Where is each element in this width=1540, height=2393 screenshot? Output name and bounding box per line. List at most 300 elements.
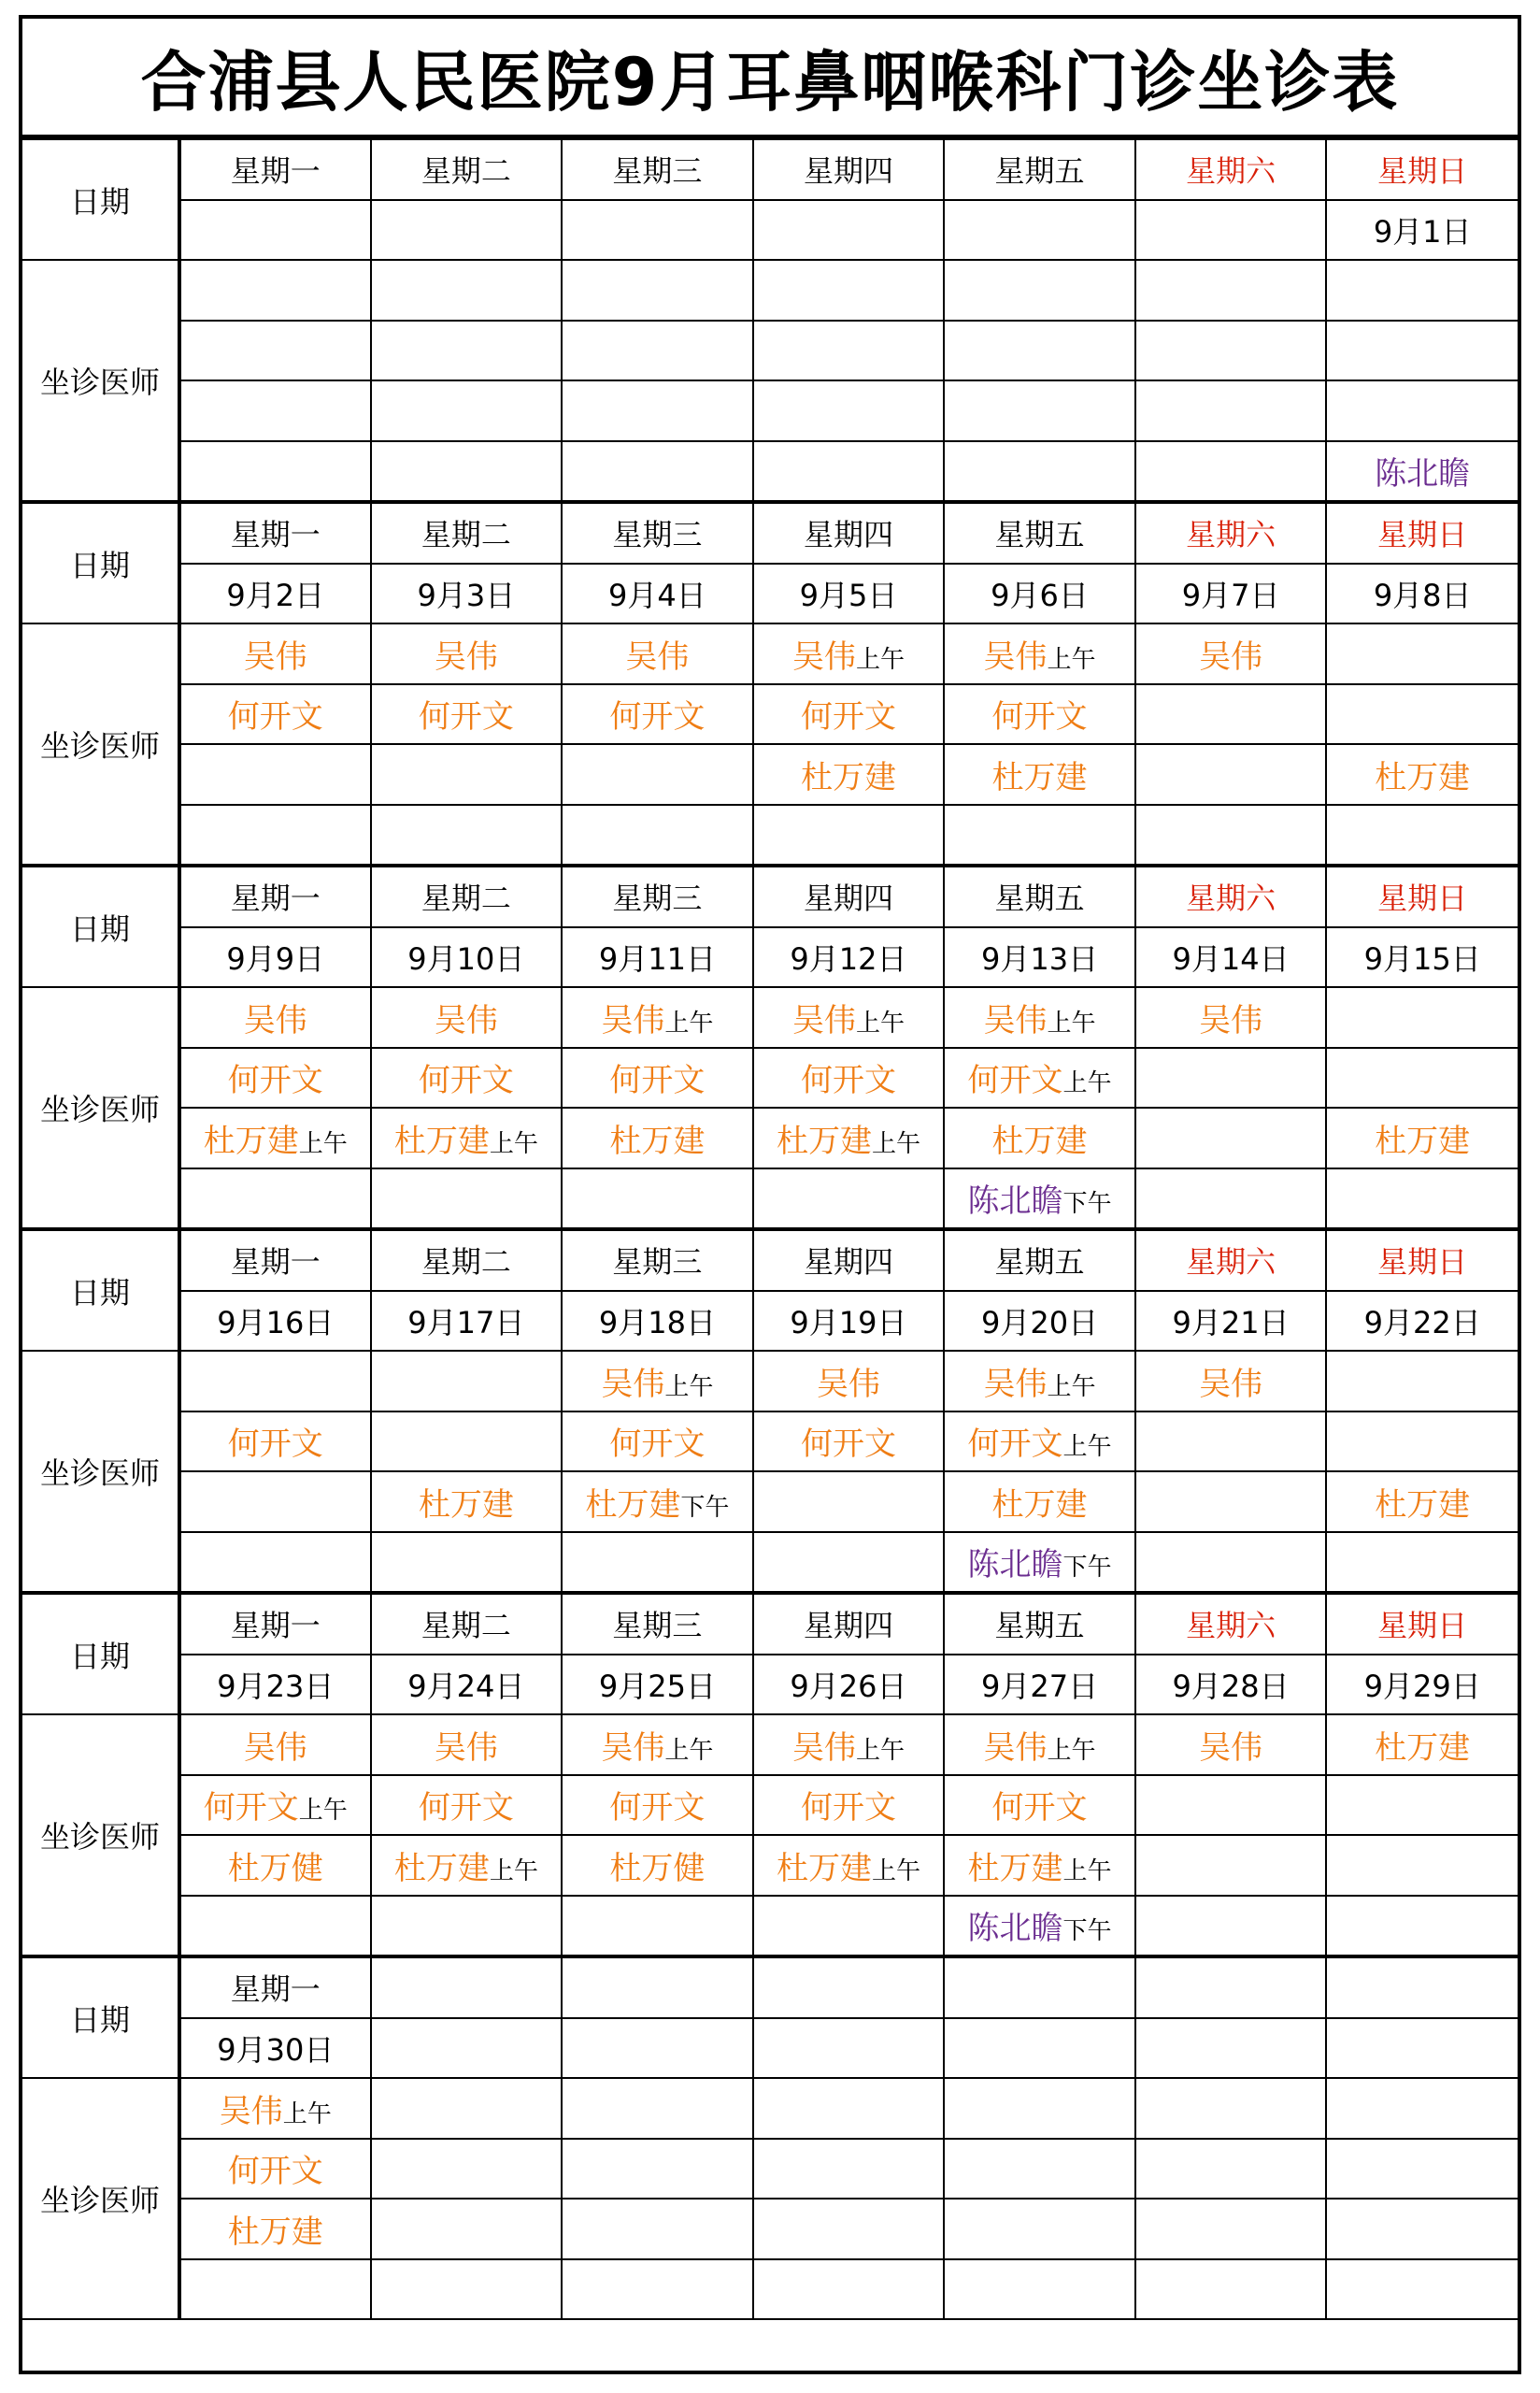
empty-cell xyxy=(179,744,371,805)
empty-cell xyxy=(371,1168,563,1230)
empty-cell xyxy=(371,2199,563,2259)
date-cell: 9月18日 xyxy=(562,1291,753,1352)
empty-cell xyxy=(1135,321,1327,381)
doctor-name: 杜万建 xyxy=(776,1849,872,1887)
doctor-name: 吴伟 xyxy=(601,1728,665,1767)
session-note: 上午 xyxy=(1047,1009,1096,1038)
doctor-cell xyxy=(179,684,371,745)
doctor-row xyxy=(22,684,1518,745)
schedule-table xyxy=(22,138,1518,2320)
empty-cell xyxy=(179,200,371,261)
doctor-row xyxy=(22,321,1518,381)
weekday-header: 星期日 xyxy=(1326,866,1518,927)
empty-cell xyxy=(371,805,563,867)
doctor-row xyxy=(22,805,1518,867)
session-note: 上午 xyxy=(1047,1736,1096,1765)
empty-cell xyxy=(1135,684,1327,745)
empty-cell xyxy=(1135,380,1327,441)
doctor-label: 坐诊医师 xyxy=(22,2078,179,2319)
doctor-name: 吴伟 xyxy=(601,1365,665,1403)
weekday-header: 星期三 xyxy=(562,1229,753,1291)
doctor-cell xyxy=(944,1048,1135,1109)
empty-cell xyxy=(1326,987,1518,1048)
doctor-name: 杜万建 xyxy=(393,1122,490,1160)
doctor-cell xyxy=(753,1351,945,1411)
empty-cell xyxy=(371,1956,563,2018)
date-label: 日期 xyxy=(22,502,179,623)
empty-cell xyxy=(753,260,945,321)
empty-cell xyxy=(179,380,371,441)
weekday-header: 星期六 xyxy=(1135,139,1327,200)
empty-cell xyxy=(1135,2259,1327,2320)
date-cell: 9月11日 xyxy=(562,927,753,988)
doctor-name: 陈北瞻 xyxy=(967,1546,1063,1584)
doctor-cell xyxy=(562,1108,753,1168)
date-cell: 9月2日 xyxy=(179,564,371,624)
doctor-row xyxy=(22,1532,1518,1594)
empty-cell xyxy=(1326,1532,1518,1594)
session-note: 上午 xyxy=(1062,1433,1112,1462)
doctor-cell xyxy=(1326,744,1518,805)
doctor-cell xyxy=(1326,441,1518,503)
doctor-cell xyxy=(1135,987,1327,1048)
empty-cell xyxy=(562,2078,753,2139)
date-cell: 9月12日 xyxy=(753,927,945,988)
doctor-name: 吴伟 xyxy=(243,638,307,676)
empty-cell xyxy=(1135,1775,1327,1836)
empty-cell xyxy=(371,2018,563,2079)
doctor-row xyxy=(22,623,1518,684)
weekday-header: 星期五 xyxy=(944,1229,1135,1291)
empty-cell xyxy=(371,2259,563,2320)
empty-cell xyxy=(371,744,563,805)
doctor-row xyxy=(22,1835,1518,1896)
date-cell: 9月7日 xyxy=(1135,564,1327,624)
doctor-name: 吴伟 xyxy=(601,1001,665,1039)
weekday-header: 星期一 xyxy=(179,866,371,927)
empty-cell xyxy=(1326,684,1518,745)
doctor-cell xyxy=(562,623,753,684)
doctor-cell xyxy=(753,1714,945,1775)
doctor-cell xyxy=(753,623,945,684)
doctor-name: 陈北瞻 xyxy=(967,1910,1063,1948)
empty-cell xyxy=(371,321,563,381)
session-note: 上午 xyxy=(1062,1069,1112,1098)
doctor-name: 杜万建 xyxy=(1375,1122,1471,1160)
empty-cell xyxy=(753,380,945,441)
doctor-name: 杜万建 xyxy=(609,1122,706,1160)
session-note: 上午 xyxy=(855,1736,905,1765)
weekday-header: 星期三 xyxy=(562,1593,753,1655)
doctor-name: 吴伟 xyxy=(983,1728,1048,1767)
doctor-cell xyxy=(753,1048,945,1109)
doctor-name: 杜万建 xyxy=(991,1485,1088,1524)
date-row xyxy=(22,1291,1518,1352)
weekday-header: 星期五 xyxy=(944,1593,1135,1655)
doctor-cell xyxy=(1135,623,1327,684)
weekday-header: 星期二 xyxy=(371,1593,563,1655)
session-note: 下午 xyxy=(680,1493,730,1522)
empty-cell xyxy=(944,2139,1135,2200)
empty-cell xyxy=(1135,1896,1327,1957)
doctor-row xyxy=(22,380,1518,441)
session-note: 上午 xyxy=(298,1797,348,1826)
empty-cell xyxy=(562,2199,753,2259)
weekday-header: 星期六 xyxy=(1135,1229,1327,1291)
doctor-name: 陈北瞻 xyxy=(1375,455,1471,494)
empty-cell xyxy=(1135,805,1327,867)
empty-cell xyxy=(371,1896,563,1957)
doctor-cell xyxy=(371,1835,563,1896)
weekday-header: 星期五 xyxy=(944,139,1135,200)
empty-cell xyxy=(1326,380,1518,441)
doctor-row xyxy=(22,1411,1518,1472)
empty-cell xyxy=(562,200,753,261)
date-cell: 9月20日 xyxy=(944,1291,1135,1352)
empty-cell xyxy=(562,1956,753,2018)
empty-cell xyxy=(371,1532,563,1594)
empty-cell xyxy=(1135,441,1327,503)
date-cell: 9月16日 xyxy=(179,1291,371,1352)
empty-cell xyxy=(753,1896,945,1957)
doctor-name: 何开文 xyxy=(227,1426,323,1464)
doctor-name: 杜万建 xyxy=(967,1849,1063,1887)
empty-cell xyxy=(753,1471,945,1532)
empty-cell xyxy=(753,1168,945,1230)
date-row xyxy=(22,200,1518,261)
empty-cell xyxy=(179,260,371,321)
date-label: 日期 xyxy=(22,139,179,260)
weekday-header: 星期三 xyxy=(562,139,753,200)
doctor-name: 何开文 xyxy=(227,698,323,737)
empty-cell xyxy=(1135,1048,1327,1109)
empty-cell xyxy=(179,805,371,867)
empty-cell xyxy=(1135,1411,1327,1472)
empty-cell xyxy=(371,380,563,441)
empty-cell xyxy=(944,441,1135,503)
date-cell: 9月25日 xyxy=(562,1655,753,1715)
doctor-row xyxy=(22,1351,1518,1411)
weekday-header: 星期二 xyxy=(371,139,563,200)
empty-cell xyxy=(944,260,1135,321)
empty-cell xyxy=(1135,2018,1327,2079)
date-cell: 9月10日 xyxy=(371,927,563,988)
empty-cell xyxy=(562,1168,753,1230)
empty-cell xyxy=(944,321,1135,381)
empty-cell xyxy=(1135,260,1327,321)
doctor-cell xyxy=(753,744,945,805)
doctor-name: 吴伟 xyxy=(1199,1728,1263,1767)
empty-cell xyxy=(753,2018,945,2079)
session-note: 上午 xyxy=(871,1856,920,1885)
doctor-name: 杜万建 xyxy=(585,1485,681,1524)
doctor-name: 何开文 xyxy=(800,1426,896,1464)
weekday-header: 星期四 xyxy=(753,1593,945,1655)
empty-cell xyxy=(1135,744,1327,805)
empty-cell xyxy=(944,2078,1135,2139)
empty-cell xyxy=(371,2078,563,2139)
weekday-row xyxy=(22,866,1518,927)
doctor-name: 何开文 xyxy=(227,2153,323,2191)
doctor-cell xyxy=(179,1714,371,1775)
empty-cell xyxy=(1326,1835,1518,1896)
empty-cell xyxy=(371,1351,563,1411)
empty-cell xyxy=(1135,2078,1327,2139)
doctor-name: 何开文 xyxy=(609,1062,706,1100)
doctor-cell xyxy=(753,684,945,745)
doctor-cell xyxy=(944,684,1135,745)
doctor-cell xyxy=(371,1714,563,1775)
empty-cell xyxy=(753,2259,945,2320)
doctor-cell xyxy=(944,1471,1135,1532)
weekday-header: 星期一 xyxy=(179,139,371,200)
weekday-row xyxy=(22,1593,1518,1655)
doctor-cell xyxy=(179,2139,371,2200)
empty-cell xyxy=(1326,1168,1518,1230)
empty-cell xyxy=(1135,1956,1327,2018)
weekday-header: 星期六 xyxy=(1135,502,1327,564)
doctor-name: 杜万建 xyxy=(800,758,896,796)
doctor-cell xyxy=(944,1351,1135,1411)
weekday-header: 星期一 xyxy=(179,1593,371,1655)
doctor-cell xyxy=(944,1775,1135,1836)
doctor-cell xyxy=(179,2078,371,2139)
doctor-cell xyxy=(562,1714,753,1775)
session-note: 上午 xyxy=(664,1372,714,1401)
weekday-header: 星期一 xyxy=(179,1956,371,2018)
empty-cell xyxy=(371,1411,563,1472)
doctor-cell xyxy=(179,623,371,684)
doctor-name: 杜万建 xyxy=(991,758,1088,796)
weekday-row xyxy=(22,1229,1518,1291)
doctor-label: 坐诊医师 xyxy=(22,260,179,502)
date-cell: 9月3日 xyxy=(371,564,563,624)
doctor-name: 吴伟 xyxy=(243,1728,307,1767)
doctor-name: 吴伟 xyxy=(791,1001,856,1039)
doctor-name: 何开文 xyxy=(967,1426,1063,1464)
doctor-cell xyxy=(179,987,371,1048)
date-cell: 9月9日 xyxy=(179,927,371,988)
empty-cell xyxy=(1326,1351,1518,1411)
doctor-cell xyxy=(944,623,1135,684)
schedule-sheet xyxy=(19,15,1521,2374)
doctor-cell xyxy=(944,1411,1135,1472)
doctor-cell xyxy=(753,1835,945,1896)
date-cell: 9月6日 xyxy=(944,564,1135,624)
doctor-name: 吴伟 xyxy=(1199,1365,1263,1403)
doctor-cell xyxy=(371,623,563,684)
session-note: 上午 xyxy=(1047,1372,1096,1401)
doctor-name: 吴伟 xyxy=(625,638,690,676)
weekday-header: 星期五 xyxy=(944,502,1135,564)
doctor-name: 何开文 xyxy=(609,1426,706,1464)
empty-cell xyxy=(753,2078,945,2139)
doctor-name: 吴伟 xyxy=(434,1728,498,1767)
date-label: 日期 xyxy=(22,866,179,987)
empty-cell xyxy=(1326,1048,1518,1109)
doctor-cell xyxy=(562,1411,753,1472)
weekday-header: 星期日 xyxy=(1326,1229,1518,1291)
weekday-header: 星期一 xyxy=(179,1229,371,1291)
doctor-cell xyxy=(179,1108,371,1168)
empty-cell xyxy=(562,2139,753,2200)
empty-cell xyxy=(1135,1108,1327,1168)
doctor-cell xyxy=(944,744,1135,805)
weekday-header: 星期二 xyxy=(371,502,563,564)
doctor-row xyxy=(22,1775,1518,1836)
empty-cell xyxy=(944,380,1135,441)
date-label: 日期 xyxy=(22,1593,179,1714)
doctor-row xyxy=(22,1471,1518,1532)
doctor-name: 吴伟 xyxy=(816,1365,880,1403)
doctor-cell xyxy=(944,1168,1135,1230)
empty-cell xyxy=(1326,321,1518,381)
date-cell: 9月21日 xyxy=(1135,1291,1327,1352)
doctor-name: 杜万建 xyxy=(418,1485,514,1524)
date-label: 日期 xyxy=(22,1229,179,1351)
empty-cell xyxy=(1135,2139,1327,2200)
doctor-name: 吴伟 xyxy=(243,1001,307,1039)
doctor-name: 何开文 xyxy=(418,698,514,737)
session-note: 上午 xyxy=(1047,645,1096,674)
date-cell: 9月4日 xyxy=(562,564,753,624)
doctor-cell xyxy=(371,684,563,745)
empty-cell xyxy=(1326,805,1518,867)
doctor-name: 何开文 xyxy=(967,1062,1063,1100)
date-cell: 9月23日 xyxy=(179,1655,371,1715)
doctor-name: 何开文 xyxy=(418,1062,514,1100)
empty-cell xyxy=(562,805,753,867)
empty-cell xyxy=(562,1532,753,1594)
empty-cell xyxy=(1135,1471,1327,1532)
doctor-row xyxy=(22,2078,1518,2139)
doctor-name: 吴伟 xyxy=(434,638,498,676)
weekday-row xyxy=(22,502,1518,564)
doctor-cell xyxy=(753,987,945,1048)
doctor-cell xyxy=(179,1775,371,1836)
doctor-cell xyxy=(562,684,753,745)
doctor-cell xyxy=(562,1775,753,1836)
doctor-row xyxy=(22,1714,1518,1775)
session-note: 上午 xyxy=(855,1009,905,1038)
date-cell: 9月8日 xyxy=(1326,564,1518,624)
weekday-header: 星期三 xyxy=(562,502,753,564)
doctor-row xyxy=(22,1108,1518,1168)
doctor-cell xyxy=(944,1896,1135,1957)
empty-cell xyxy=(1326,1411,1518,1472)
empty-cell xyxy=(562,2018,753,2079)
doctor-cell xyxy=(753,1411,945,1472)
weekday-header: 星期四 xyxy=(753,1229,945,1291)
session-note: 上午 xyxy=(1062,1856,1112,1885)
doctor-cell xyxy=(1326,1471,1518,1532)
session-note: 下午 xyxy=(1062,1917,1112,1946)
doctor-name: 杜万建 xyxy=(1375,1485,1471,1524)
doctor-name: 杜万健 xyxy=(609,1849,706,1887)
doctor-name: 何开文 xyxy=(203,1789,299,1827)
date-row xyxy=(22,2018,1518,2079)
weekday-row xyxy=(22,139,1518,200)
empty-cell xyxy=(179,1168,371,1230)
doctor-name: 吴伟 xyxy=(1199,638,1263,676)
empty-cell xyxy=(562,380,753,441)
doctor-cell xyxy=(562,1835,753,1896)
date-cell: 9月28日 xyxy=(1135,1655,1327,1715)
doctor-name: 何开文 xyxy=(227,1062,323,1100)
doctor-name: 何开文 xyxy=(800,1789,896,1827)
empty-cell xyxy=(1326,260,1518,321)
date-cell: 9月1日 xyxy=(1326,200,1518,261)
doctor-name: 吴伟 xyxy=(983,1001,1048,1039)
doctor-cell xyxy=(562,987,753,1048)
empty-cell xyxy=(1135,1532,1327,1594)
weekday-header: 星期四 xyxy=(753,866,945,927)
empty-cell xyxy=(371,200,563,261)
weekday-header: 星期五 xyxy=(944,866,1135,927)
doctor-name: 吴伟 xyxy=(791,638,856,676)
empty-cell xyxy=(753,200,945,261)
empty-cell xyxy=(753,2139,945,2200)
session-note: 上午 xyxy=(489,1129,538,1158)
weekday-row xyxy=(22,1956,1518,2018)
empty-cell xyxy=(944,2018,1135,2079)
empty-cell xyxy=(562,260,753,321)
doctor-name: 杜万建 xyxy=(1375,1728,1471,1767)
doctor-name: 杜万建 xyxy=(227,2213,323,2251)
doctor-row xyxy=(22,1168,1518,1230)
doctor-name: 杜万健 xyxy=(227,1849,323,1887)
empty-cell xyxy=(753,1532,945,1594)
empty-cell xyxy=(1326,2018,1518,2079)
weekday-header: 星期六 xyxy=(1135,866,1327,927)
empty-cell xyxy=(179,2259,371,2320)
empty-cell xyxy=(371,260,563,321)
doctor-label: 坐诊医师 xyxy=(22,1351,179,1593)
doctor-name: 吴伟 xyxy=(983,638,1048,676)
session-note: 上午 xyxy=(282,2099,332,2128)
empty-cell xyxy=(1326,623,1518,684)
empty-cell xyxy=(944,1956,1135,2018)
doctor-cell xyxy=(1135,1714,1327,1775)
date-cell: 9月22日 xyxy=(1326,1291,1518,1352)
empty-cell xyxy=(753,2199,945,2259)
doctor-name: 何开文 xyxy=(418,1789,514,1827)
doctor-row xyxy=(22,2199,1518,2259)
doctor-row xyxy=(22,2259,1518,2320)
weekday-header: 星期日 xyxy=(1326,1593,1518,1655)
doctor-row xyxy=(22,260,1518,321)
session-note: 上午 xyxy=(489,1856,538,1885)
empty-cell xyxy=(1326,2259,1518,2320)
doctor-row xyxy=(22,441,1518,503)
empty-cell xyxy=(179,1351,371,1411)
date-cell: 9月13日 xyxy=(944,927,1135,988)
doctor-name: 何开文 xyxy=(800,1062,896,1100)
empty-cell xyxy=(562,441,753,503)
doctor-cell xyxy=(371,1471,563,1532)
doctor-label: 坐诊医师 xyxy=(22,987,179,1229)
doctor-cell xyxy=(1135,1351,1327,1411)
empty-cell xyxy=(562,1896,753,1957)
doctor-name: 吴伟 xyxy=(219,2092,283,2130)
doctor-cell xyxy=(944,1835,1135,1896)
doctor-name: 杜万建 xyxy=(776,1122,872,1160)
session-note: 上午 xyxy=(855,645,905,674)
doctor-name: 吴伟 xyxy=(1199,1001,1263,1039)
empty-cell xyxy=(753,1956,945,2018)
empty-cell xyxy=(1326,2199,1518,2259)
doctor-name: 吴伟 xyxy=(791,1728,856,1767)
